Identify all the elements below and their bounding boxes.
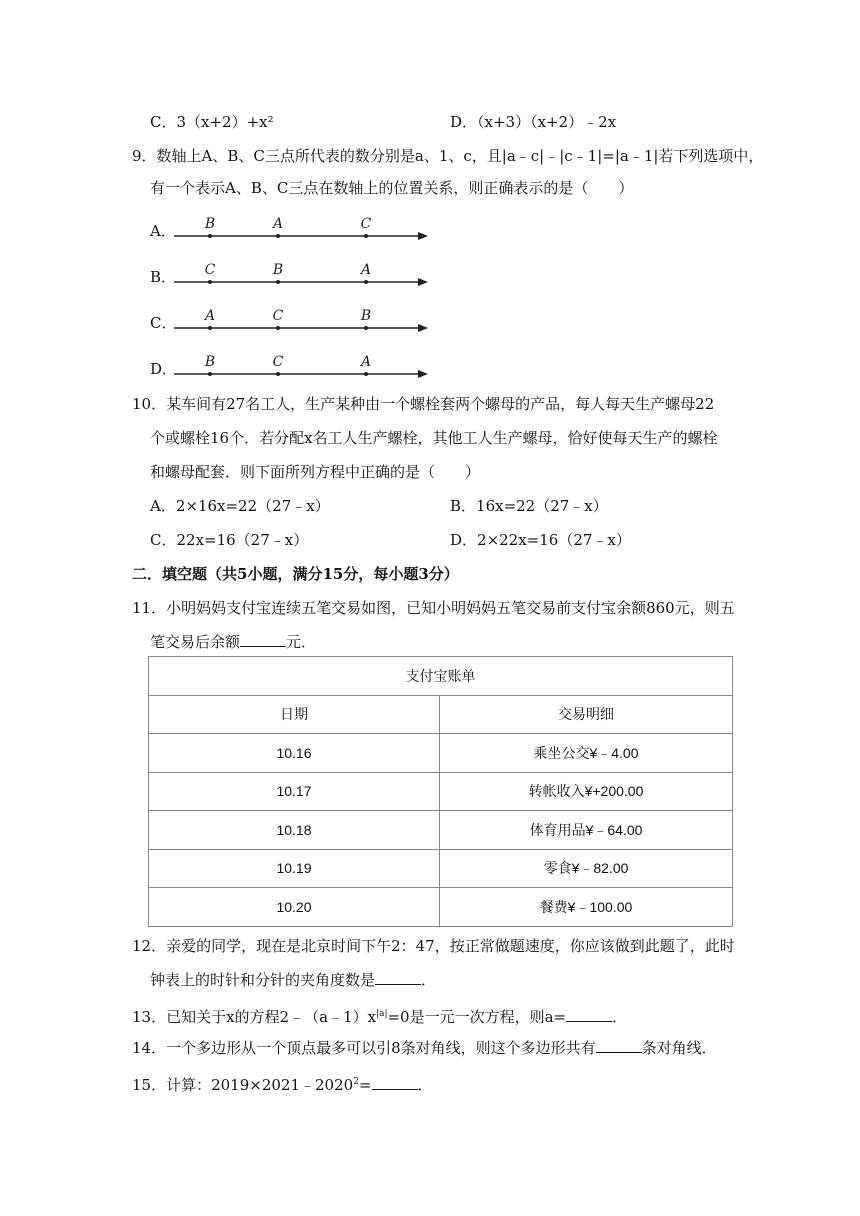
row-detail: 体育用品¥﹣64.00 bbox=[440, 811, 733, 850]
row-date: 10.18 bbox=[149, 811, 440, 850]
point-dot bbox=[364, 280, 368, 284]
row-detail: 餐费¥﹣100.00 bbox=[440, 888, 733, 927]
q11-line1: 11．小明妈妈支付宝连续五笔交易如图，已知小明妈妈五笔交易前支付宝余额860元，则五 bbox=[132, 599, 735, 617]
q10-option-c: C．22x=16（27﹣x） bbox=[150, 531, 309, 549]
table-title-row bbox=[149, 657, 733, 696]
table-row bbox=[149, 888, 733, 927]
table-header-row bbox=[149, 695, 733, 734]
q9-option-label: A． bbox=[150, 222, 176, 240]
point-label: B bbox=[360, 308, 372, 324]
axis-arrow-icon bbox=[418, 278, 428, 286]
q12-line2 bbox=[150, 970, 436, 990]
q11-line2-text: 笔交易后余额 bbox=[150, 633, 241, 651]
q10-line2: 个或螺栓16个．若分配x名工人生产螺栓，其他工人生产螺母，恰好使每天生产的螺栓 bbox=[150, 429, 718, 447]
axis-arrow-icon bbox=[418, 370, 428, 378]
number-line bbox=[172, 306, 432, 338]
point-dot bbox=[276, 326, 280, 330]
q13-text-pre: 13．已知关于x的方程2﹣（a﹣1）x bbox=[132, 1008, 377, 1026]
axis-arrow-icon bbox=[418, 324, 428, 332]
q14-text-pre: 14．一个多边形从一个顶点最多可以引8条对角线，则这个多边形共有 bbox=[132, 1039, 596, 1057]
q9-option-label: D． bbox=[150, 360, 178, 378]
row-date: 10.20 bbox=[149, 888, 440, 927]
point-label: C bbox=[272, 308, 284, 324]
point-label: A bbox=[272, 216, 284, 232]
point-dot bbox=[276, 372, 280, 376]
q9-stem-line1: 9．数轴上A、B、C三点所代表的数分别是a、1、c，且|a﹣c|﹣|c﹣1|=|a﹣1|若下列选项中， bbox=[132, 147, 764, 165]
q11-answer-blank bbox=[240, 632, 286, 647]
point-label: C bbox=[272, 354, 284, 370]
q8-option-d: D．（x+3）（x+2）﹣2x bbox=[450, 113, 617, 131]
table-row bbox=[149, 811, 733, 850]
row-detail: 零食¥﹣82.00 bbox=[440, 849, 733, 888]
q10-option-b: B．16x=22（27﹣x） bbox=[450, 497, 608, 515]
q14-text-end: 条对角线． bbox=[641, 1039, 717, 1057]
q12-answer-blank bbox=[375, 970, 421, 985]
point-dot bbox=[364, 372, 368, 376]
q13-text-mid: =0是一元一次方程，则a= bbox=[387, 1008, 567, 1026]
q15-text-pre: 15．计算：2019×2021﹣2020 bbox=[132, 1076, 354, 1094]
row-date: 10.17 bbox=[149, 772, 440, 811]
point-dot bbox=[208, 280, 212, 284]
number-line bbox=[172, 260, 432, 292]
q12-line2-end: ． bbox=[421, 971, 437, 989]
row-date: 10.16 bbox=[149, 734, 440, 773]
q10-option-d: D．2×22x=16（27﹣x） bbox=[450, 531, 631, 549]
q10-option-a: A．2×16x=22（27﹣x） bbox=[150, 497, 330, 515]
q10-line1: 10．某车间有27名工人，生产某种由一个螺栓套两个螺母的产品，每人每天生产螺母22 bbox=[132, 395, 715, 413]
q9-stem-line2: 有一个表示A、B、C三点在数轴上的位置关系，则正确表示的是（ ） bbox=[150, 179, 634, 197]
number-line bbox=[172, 214, 432, 246]
row-detail: 转帐收入¥+200.00 bbox=[440, 772, 733, 811]
number-line bbox=[172, 352, 432, 384]
q9-option-label: B． bbox=[150, 268, 177, 286]
q11-line2-end: 元． bbox=[286, 633, 317, 651]
axis-arrow-icon bbox=[418, 232, 428, 240]
table-row bbox=[149, 772, 733, 811]
table-title: 支付宝账单 bbox=[149, 657, 733, 696]
table-row bbox=[149, 849, 733, 888]
point-label: A bbox=[360, 262, 372, 278]
q8-option-c: C．3（x+2）+x² bbox=[150, 113, 274, 131]
point-dot bbox=[208, 234, 212, 238]
row-date: 10.19 bbox=[149, 849, 440, 888]
q9-option-label: C． bbox=[150, 314, 177, 332]
point-label: B bbox=[272, 262, 284, 278]
q10-line3: 和螺母配套．则下面所列方程中正确的是（ ） bbox=[150, 463, 481, 481]
q13-answer-blank bbox=[566, 1007, 612, 1022]
point-label: B bbox=[204, 216, 216, 232]
table-row bbox=[149, 734, 733, 773]
point-dot bbox=[208, 372, 212, 376]
point-dot bbox=[276, 234, 280, 238]
q14 bbox=[132, 1038, 717, 1058]
q14-answer-blank bbox=[596, 1038, 642, 1053]
q13-exponent: |a| bbox=[376, 1009, 388, 1019]
q12-line1: 12．亲爱的同学，现在是北京时间下午2：47，按正常做题速度，你应该做到此题了，此时 bbox=[132, 937, 735, 955]
point-dot bbox=[276, 280, 280, 284]
point-dot bbox=[208, 326, 212, 330]
q13-text-end: ． bbox=[612, 1008, 628, 1026]
q15-text-end: ． bbox=[417, 1076, 433, 1094]
q12-line2-text: 钟表上的时针和分针的夹角度数是 bbox=[150, 971, 376, 989]
q15-exponent: 2 bbox=[353, 1077, 359, 1087]
point-label: C bbox=[204, 262, 216, 278]
point-dot bbox=[364, 326, 368, 330]
section-2-title: 二．填空题（共5小题，满分15分，每小题3分） bbox=[132, 565, 459, 583]
q15-answer-blank bbox=[372, 1075, 418, 1090]
q13 bbox=[132, 1004, 627, 1027]
point-dot bbox=[364, 234, 368, 238]
q15-text-mid: = bbox=[358, 1076, 372, 1094]
point-label: A bbox=[204, 308, 216, 324]
q15 bbox=[132, 1072, 433, 1095]
point-label: B bbox=[204, 354, 216, 370]
q11-line2 bbox=[150, 632, 316, 652]
point-label: A bbox=[360, 354, 372, 370]
header-date: 日期 bbox=[149, 695, 440, 734]
alipay-bill-table bbox=[148, 656, 733, 927]
row-detail: 乘坐公交¥﹣4.00 bbox=[440, 734, 733, 773]
point-label: C bbox=[360, 216, 372, 232]
header-detail: 交易明细 bbox=[440, 695, 733, 734]
